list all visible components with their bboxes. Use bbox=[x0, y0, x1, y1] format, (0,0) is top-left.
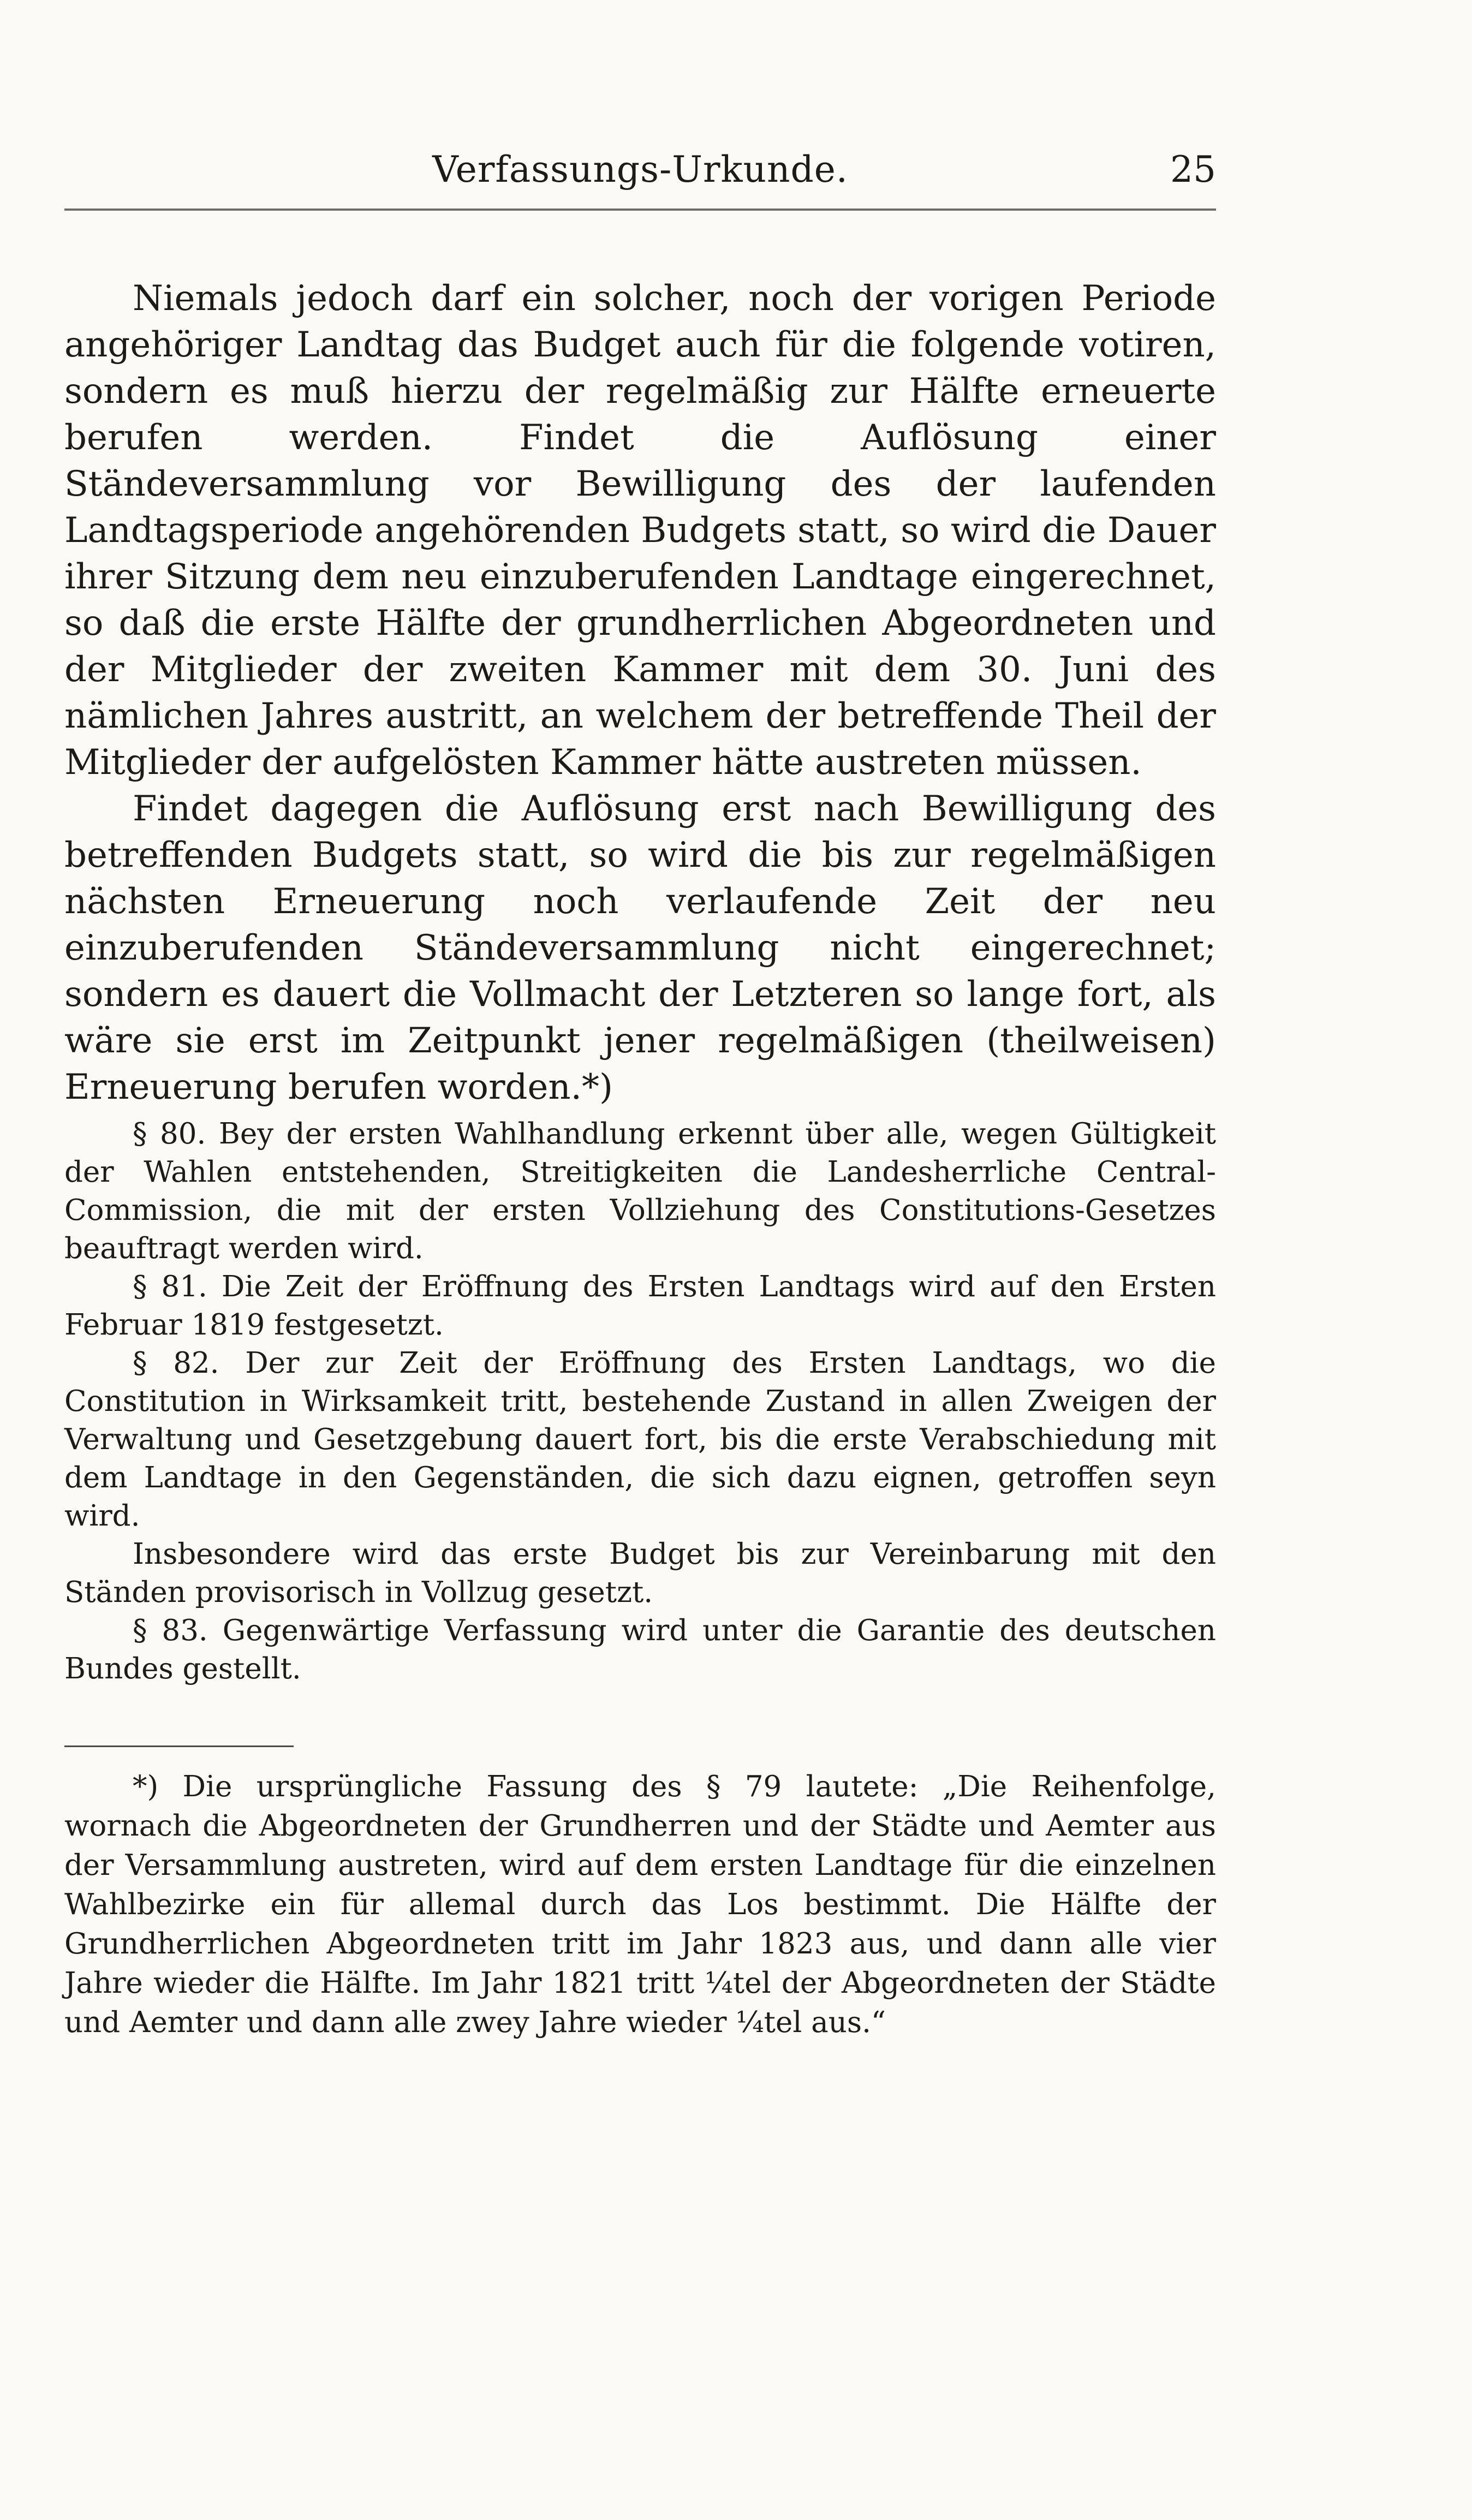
section-82-continuation: Insbesondere wird das erste Budget bis zur Vereinbarung mit den Ständen provisorisch in Vollzug gesetzt. bbox=[64, 1538, 1216, 1609]
page-number: 25 bbox=[1170, 148, 1216, 190]
running-header-title: Verfassungs-Urkunde. bbox=[432, 148, 848, 190]
footnote-rule bbox=[64, 1745, 294, 1747]
footnote: *) Die ursprüngliche Fassung des § 79 lautete: „Die Reihenfolge, wornach die Abgeordneten der Grundherren und der Städte und Aemter aus der Versammlung austreten, wird auf dem ersten Landtage für die einzelnen Wahlbezirke ein für allemal durch das Los bestimmt. Die Hälfte der Grundherrlichen Abgeordneten tritt im Jahr 1823 aus, und dann alle vier Jahre wieder die Hälfte. Im Jahr 1821 tritt ¼tel der Abgeordneten der Städte und Aemter und dann alle zwey Jahre wieder ¼tel aus.“ bbox=[64, 1770, 1216, 2039]
section-80: § 80. Bey der ersten Wahlhandlung erkennt über alle, wegen Gültigkeit der Wahlen entstehenden, Streitigkeiten die Landesherrliche Central-Commission, die mit der ersten Vollziehung des Constitutions-Gesetzes beauftragt werden wird. bbox=[64, 1117, 1216, 1265]
body-paragraph: Niemals jedoch darf ein solcher, noch der vorigen Periode angehöriger Landtag das Budget auch für die folgende votiren, sondern es muß hierzu der regelmäßig zur Hälfte erneuerte berufen werden. Findet die Auflösung einer Ständeversammlung vor Bewilligung des der laufenden Landtagsperiode angehörenden Budgets statt, so wird die Dauer ihrer Sitzung dem neu einzuberufenden Landtage eingerechnet, so daß die erste Hälfte der grundherrlichen Abgeordneten und der Mitglieder der zweiten Kammer mit dem 30. Juni des nämlichen Jahres austritt, an welchem der betreffende Theil der Mitglieder der aufgelösten Kammer hätte austreten müssen. bbox=[64, 278, 1216, 783]
body-paragraph: Findet dagegen die Auflösung erst nach Bewilligung des betreffenden Budgets statt, so wird die bis zur regelmäßigen nächsten Erneuerung noch verlaufende Zeit der neu einzuberufenden Ständeversammlung nicht eingerechnet; sondern es dauert die Vollmacht der Letzteren so lange fort, als wäre sie erst im Zeitpunkt jener regelmäßigen (theilweisen) Erneuerung berufen worden.*) bbox=[64, 789, 1216, 1107]
section-82: § 82. Der zur Zeit der Eröffnung des Ersten Landtags, wo die Constitution in Wirksamkeit tritt, bestehende Zustand in allen Zweigen der Verwaltung und Gesetzgebung dauert fort, bis die erste Verabschiedung mit dem Landtage in den Gegenständen, die sich dazu eignen, getroffen seyn wird. bbox=[64, 1347, 1216, 1533]
section-81: § 81. Die Zeit der Eröffnung des Ersten Landtags wird auf den Ersten Februar 1819 festgesetzt. bbox=[64, 1270, 1216, 1342]
running-header bbox=[64, 143, 1216, 211]
section-83: § 83. Gegenwärtige Verfassung wird unter die Garantie des deutschen Bundes gestellt. bbox=[64, 1614, 1216, 1685]
page-body bbox=[64, 276, 1216, 1688]
